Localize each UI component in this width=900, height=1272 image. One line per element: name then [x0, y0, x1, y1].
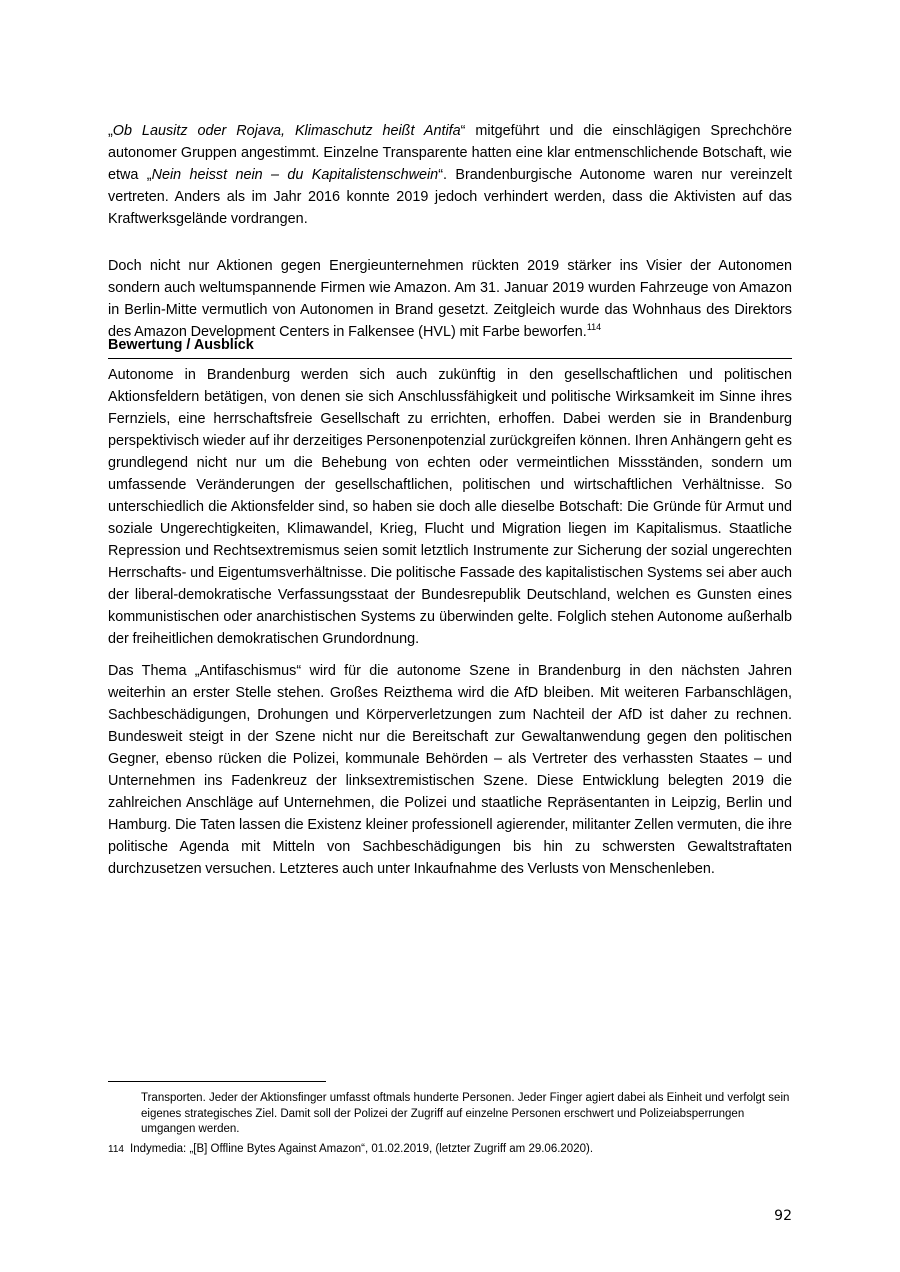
quote-italic-1: Ob Lausitz oder Rojava, Klimaschutz heißt Antifa: [112, 123, 461, 139]
paragraph-4: Das Thema „Antifaschismus“ wird für die autonome Szene in Brandenburg in den nächsten Jahren weiterhin an erster Stelle stehen. Großes Reizthema wird die AfD bleiben. Mit weiteren Farbanschlägen, Sachbeschädigungen, Drohungen und Körperverletzungen zum Nachteil der AfD ist daher zu rechnen. Bundesweit steigt in der Szene nicht nur die Bereitschaft zur Gewaltanwendung gegen den politischen Gegner, ebenso rücken die Polizei, kommunale Behörden – als Vertreter des verhassten Staates – und Unternehmen ins Fadenkreuz der linksextremistischen Szene. Diese Entwicklung belegten 2019 die zahlreichen Anschläge auf Unternehmen, die Polizei und staatliche Repräsentanten in Leipzig, Berlin und Hamburg. Die Taten lassen die Existenz kleiner professionell agierender, militanter Zellen vermuten, die ihre politische Agenda mit Mitteln von Sachbeschädigungen bis hin zu schwersten Gewaltstraftaten durchzusetzen versuchen. Letzteres auch unter Inkaufnahme des Verlusts von Menschenleben.: [108, 663, 792, 877]
quote-italic-2: Nein heisst nein – du Kapitalistenschwein: [151, 167, 439, 183]
paragraph-1: [108, 120, 792, 230]
footnote-continuation: Transporten. Jeder der Aktionsfinger umfasst oftmals hunderte Personen. Jeder Finger agiert dabei als Einheit und verfolgt sein eigenes strategisches Ziel. Damit soll der Polizei der Zugriff auf einzelne Personen erschwert und Polizeiabsperrungen umgangen werden.: [141, 1092, 790, 1135]
footnote-114: [108, 1142, 792, 1158]
paragraph-1-rest: “. Brandenburgische Autonome waren nur vereinzelt vertreten. Anders als im Jahr 2016 konnte 2019 jedoch verhindert werden, dass die Aktivisten auf das Kraftwerksgelände vordrangen.: [108, 167, 792, 227]
section-heading: Bewertung / Ausblick: [108, 335, 792, 359]
paragraph-2-text: Doch nicht nur Aktionen gegen Energieunternehmen rückten 2019 stärker ins Visier der Autonomen sondern auch weltumspannende Firmen wie Amazon. Am 31. Januar 2019 wurden Fahrzeuge von Amazon in Berlin-Mitte vermutlich von Autonomen in Brand gesetzt. Zeitgleich wurde das Wohnhaus des Direktors des Amazon Development Centers in Falkensee (HVL) mit Farbe beworfen.: [108, 258, 792, 340]
footnote-text: Indymedia: „[B] Offline Bytes Against Amazon“, 01.02.2019, (letzter Zugriff am 29.06.2020).: [130, 1143, 594, 1155]
footnote-ref-114[interactable]: 114: [586, 322, 602, 333]
page-number: 92: [774, 1208, 792, 1224]
footnote-separator: [108, 1081, 326, 1082]
paragraph-2: [108, 255, 792, 343]
paragraph-1-text: “ mitgeführt und die einschlägigen Sprechchöre autonomer Gruppen angestimmt. Einzelne Transparente hatten eine klar entmenschlichende Botschaft, wie etwa „: [108, 123, 792, 183]
quote-open: „: [108, 123, 113, 139]
paragraph-3: Autonome in Brandenburg werden sich auch zukünftig in den gesellschaftlichen und politischen Aktionsfeldern betätigen, von denen sie sich Anschlussfähigkeit und politische Wirksamkeit im Sinne ihres Fernziels, eine herrschaftsfreie Gesellschaft zu errichten, erhoffen. Dabei werden sie in Brandenburg perspektivisch wieder auf ihr derzeitiges Personenpotenzial zurückgreifen können. Ihren Anhängern geht es grundlegend nicht nur um die Behebung von echten oder vermeintlichen Missständen, sondern um umfassende Veränderungen der gesellschaftlichen, politischen und wirtschaftlichen Verhältnisse. So unterschiedlich die Aktionsfelder sind, so haben sie doch alle dieselbe Botschaft: Die Gründe für Armut und soziale Ungerechtigkeiten, Klimawandel, Krieg, Flucht und Migration liegen im Kapitalismus. Staatliche Repression und Rechtsextremismus seien somit letztlich Instrumente zur Sicherung der sozial ungerechten Herrschafts- und Eigentumsverhältnisse. Die politische Fassade des kapitalistischen Systems sei aber auch der liberal-demokratische Verfassungsstaat der Bundesrepublik Deutschland, welchen es Gunsten eines kommunistischen oder anarchistischen Systems zu überwinden gelte. Folglich stehen Autonome außerhalb der freiheitlichen demokratischen Grundordnung.: [108, 367, 792, 647]
footnote-number: 114: [108, 1144, 124, 1155]
